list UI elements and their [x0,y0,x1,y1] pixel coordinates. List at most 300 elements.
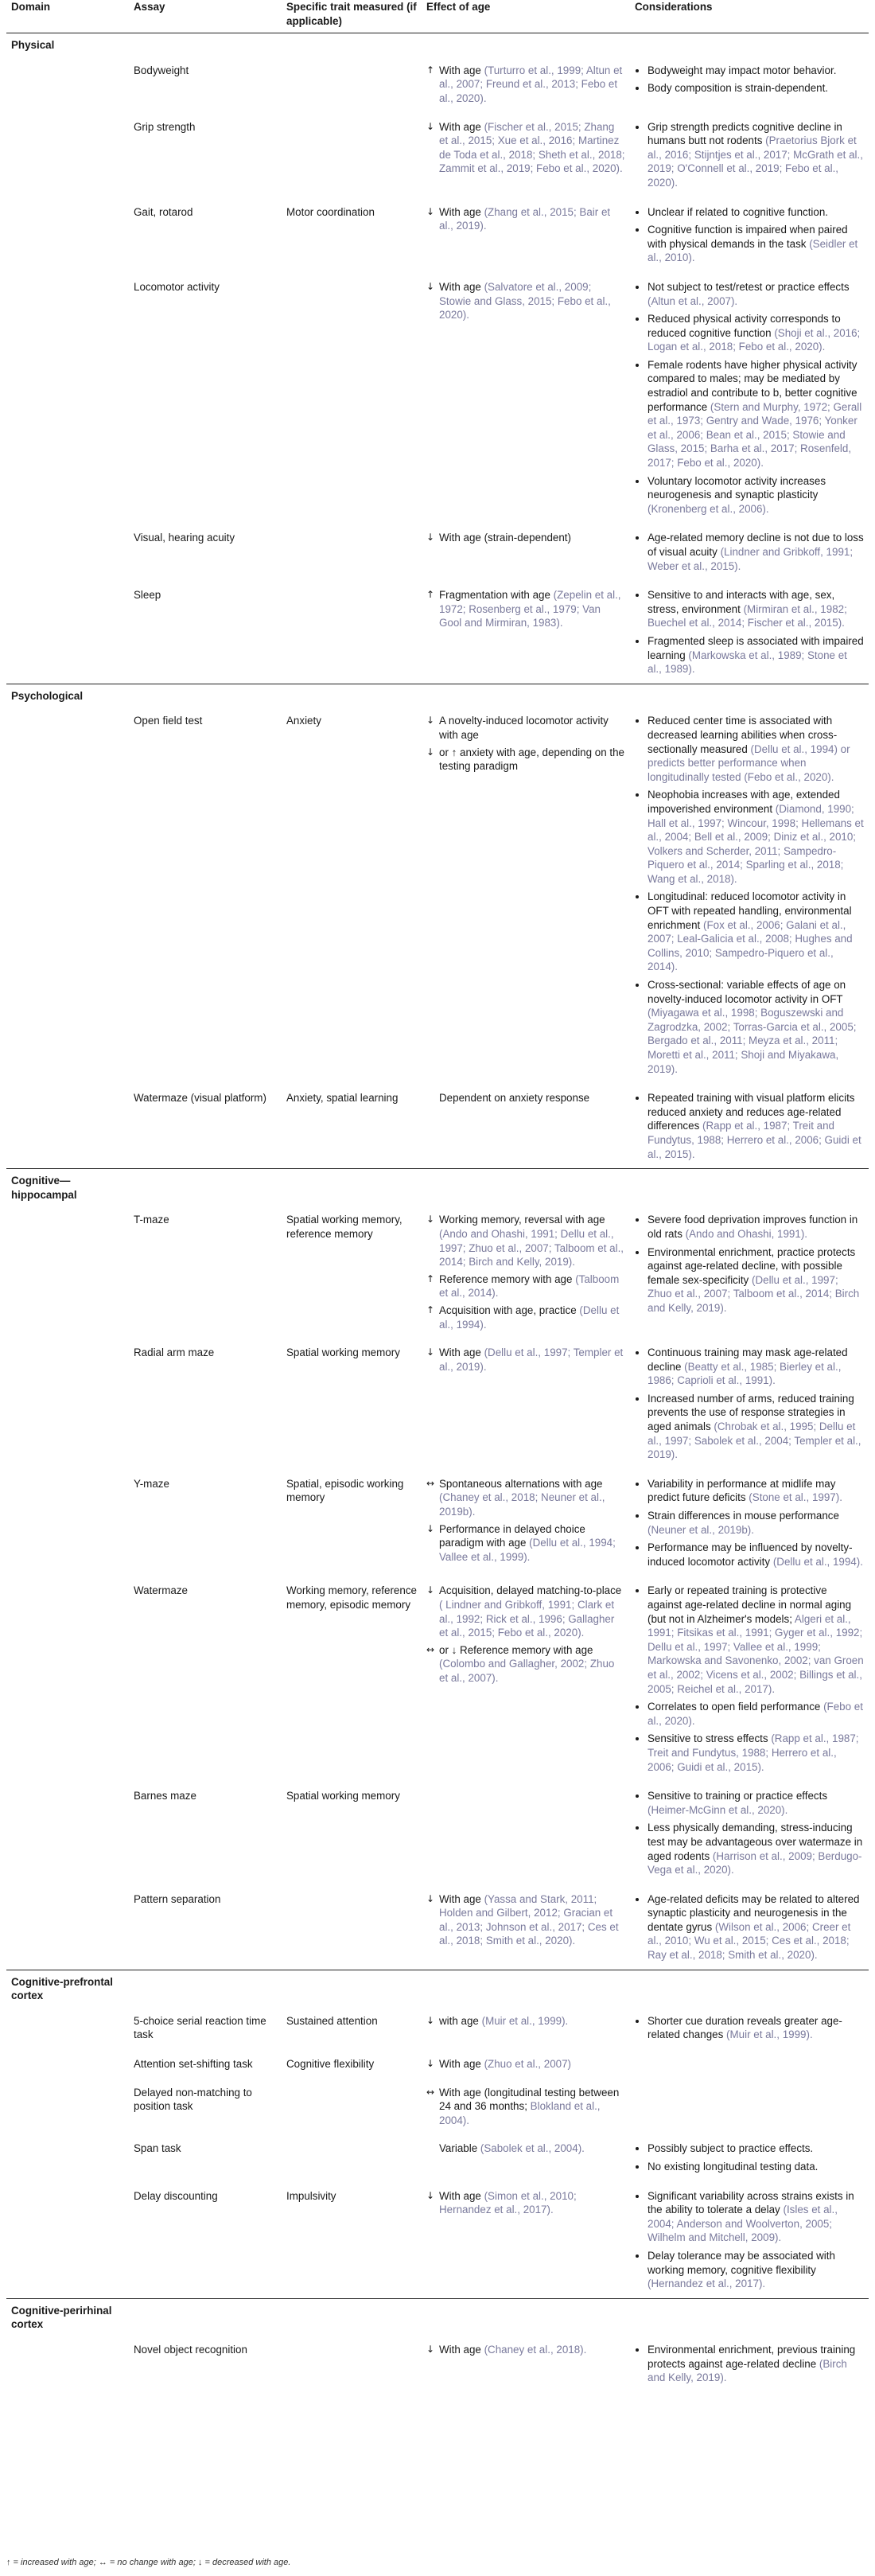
trait-cell: Anxiety, spatial learning [286,1092,399,1105]
considerations-list [635,64,864,95]
citation[interactable]: (Talboom et al., 2014). [439,1272,620,1300]
effect-text: With age (longitudinal testing between 24 and 36 months; [439,2086,620,2113]
effect-text: Performance in delayed choice paradigm with age [439,1522,585,1549]
trait-cell: Spatial, episodic working memory [286,1477,404,1504]
considerations-list [635,1477,864,1569]
effect-text: Fragmentation with age [439,589,550,602]
considerations-cell [630,1083,869,1168]
citation[interactable]: (Birch and Kelly, 2019). [648,2357,847,2384]
consideration-text: Continuous training may mask age-related decline [648,1346,848,1373]
considerations-cell [630,56,869,112]
consideration-text: Reduced physical activity corresponds to reduced cognitive function [648,313,841,339]
table-row [6,2134,869,2180]
consideration-text: Voluntary locomotor activity increases neurogenesis and synaptic plasticity [648,474,826,501]
trait-cell: Anxiety [286,715,321,727]
trend-arrow-icon: ↑ [426,589,435,601]
effect-text: With age [439,64,481,76]
citation[interactable]: (Muir et al., 1999). [481,2014,569,2027]
effect-item [426,746,625,774]
considerations-cell [630,523,869,580]
effect-cell [422,2006,630,2049]
effect-item [426,2189,625,2217]
effect-cell [422,197,630,272]
citation[interactable]: (Fischer et al., 2015; Zhang et al., 2015; Xue et al., 2016; Martinez de Toda et al., 2018; Sheth et al., 2018; Zammit et al., 2019; Febo et al., 2020). [439,120,625,175]
consideration-item [648,1789,864,1817]
consideration-item [648,2189,864,2245]
considerations-cell [630,1884,869,1970]
consideration-item [648,2249,864,2291]
effect-item [426,120,625,176]
table-body [6,33,869,2392]
considerations-list [635,280,864,516]
trait-cell: Motor coordination [286,205,375,218]
consideration-text: Strain differences in mouse performance [648,1510,839,1522]
consideration-text: Early or repeated training is protective against age-related decline in normal aging (but not in Alzheimer's models; [648,1584,852,1625]
consideration-text: Age-related memory decline is not due to loss of visual acuity [648,532,864,558]
citation[interactable]: (Shoji et al., 2016; Logan et al., 2018; Febo et al., 2020). [648,326,861,353]
consideration-item [648,120,864,190]
citation[interactable]: (Salvatore et al., 2009; Stowie and Glass, 2015; Febo et al., 2020). [439,280,611,322]
considerations-cell [630,1205,869,1338]
citation[interactable]: (Ando and Ohashi, 1991; Dellu et al., 1997; Zhuo et al., 2007; Talboom et al., 2014; Birch and Kelly, 2019). [439,1227,624,1269]
citation[interactable]: (Dellu et al., 1994; Vallee et al., 1999). [439,1537,616,1563]
consideration-item [648,531,864,573]
effect-list [426,2141,625,2156]
citation[interactable]: (Isles et al., 2004; Anderson and Woolverton, 2005; Wilhelm and Mitchell, 2009). [648,2204,838,2244]
trend-arrow-icon: ↓ [426,2343,435,2355]
citation[interactable]: (Chaney et al., 2018; Neuner et al., 2019b). [439,1491,605,1518]
header-trait: Specific trait measured (if applicable) [282,0,422,33]
citation[interactable]: (Altun et al., 2007). [648,294,738,307]
effect-cell [422,706,630,1083]
citation[interactable]: (Chaney et al., 2018). [484,2343,587,2356]
table-row [6,1205,869,1338]
section-domain: Psychological [6,684,129,706]
effect-text: With age [439,280,481,293]
table-footnote: ↑ = increased with age; ↔ = no change with age; ↓ = decreased with age. [6,2558,291,2567]
considerations-cell [630,197,869,272]
table-row [6,2006,869,2049]
table-row [6,1884,869,1970]
trait-cell [282,1884,422,1970]
consideration-text: Longitudinal: reduced locomotor activity in OFT with repeated handling, environmental enrichment [648,890,852,931]
assay-cell: Watermaze (visual platform) [134,1092,266,1105]
effect-list [426,2343,625,2357]
trait-cell [282,112,422,197]
effect-text: With age [439,2343,481,2356]
section-row [6,2298,869,2335]
section-row [6,684,869,706]
table-row [6,272,869,524]
effect-item [426,1213,625,1269]
citation[interactable]: (Hernandez et al., 2017). [648,2278,766,2290]
trend-arrow-icon: ↓ [426,205,435,217]
consideration-item [648,1477,864,1505]
considerations-list [635,1892,864,1962]
considerations-cell [630,1338,869,1469]
considerations-list [635,714,864,1076]
trend-arrow-icon: ↓ [426,1214,435,1226]
effect-list [426,1892,625,1948]
assay-cell: Visual, hearing acuity [134,532,235,544]
trait-cell [282,580,422,684]
considerations-list [635,2141,864,2173]
citation[interactable]: (Yassa and Stark, 2011; Holden and Gilbert, 2012; Gracian et al., 2013; Johnson et al., 2017; Ces et al., 2018; Smith et al., 2020). [439,1892,619,1947]
effect-text: or ↑ anxiety with age, depending on the testing paradigm [439,746,625,773]
consideration-text: No existing longitudinal testing data. [648,2161,819,2173]
considerations-list [635,2343,864,2385]
consideration-text: Not subject to test/retest or practice effects [648,280,850,293]
effect-cell [422,272,630,524]
consideration-text: Fragmented sleep is associated with impaired learning [648,634,864,661]
effect-list [426,1091,625,1105]
considerations-cell [630,2078,869,2134]
effect-item [426,280,625,322]
citation[interactable]: (Zhuo et al., 2007) [484,2058,571,2071]
citation[interactable]: (Markowska et al., 1989; Stone et al., 1989). [648,649,847,676]
consideration-item [648,588,864,630]
section-row [6,1970,869,2006]
citation[interactable]: (Dellu et al., 1997; Templer et al., 2019). [439,1346,624,1373]
consideration-text: Environmental enrichment, previous training protects against age-related decline [648,2343,856,2370]
effect-cell [422,1083,630,1168]
citation[interactable]: (Chrobak et al., 1995; Dellu et al., 1997; Sabolek et al., 2004; Templer et al., 2019). [648,1421,861,1461]
trend-arrow-icon: ↔ [426,1643,435,1655]
citation[interactable]: ( Lindner and Gribkoff, 1991; Clark et al., 1992; Rick et al., 1996; Gallagher et al., 2015; Febo et al., 2020). [439,1599,615,1639]
citation[interactable]: (Stone et al., 1997). [749,1491,842,1504]
table-row [6,1469,869,1576]
consideration-text: Sensitive to stress effects [648,1732,768,1745]
citation[interactable]: (Dellu et al., 1994) or predicts better performance when longitudinally tested (Febo et al., 2020). [648,742,850,783]
citation[interactable]: (Miyagawa et al., 1998; Boguszewski and Zagrodzka, 2002; Torras-Garcia et al., 2005; Bergado et al., 2011; Meyza et al., 2011; Moretti et al., 2011; Shoji and Miyakawa, 2019). [648,1007,857,1075]
consideration-item [648,358,864,470]
citation[interactable]: (Muir et al., 1999). [726,2028,813,2041]
effect-item [426,531,625,545]
effect-list [426,1346,625,1374]
citation[interactable]: (Wilson et al., 2006; Creer et al., 2010; Wu et al., 2015; Ces et al., 2018; Ray et al., 2018; Smith et al., 2020). [648,1920,851,1962]
effect-item [426,1272,625,1300]
trend-arrow-icon: ↑ [426,1272,435,1284]
citation[interactable]: Blokland et al., 2004). [439,2100,601,2126]
citation[interactable]: (Kronenberg et al., 2006). [648,502,769,515]
trend-arrow-icon: ↓ [426,1522,435,1534]
effect-item [426,64,625,106]
consideration-item [648,280,864,308]
effect-text: With age [439,2058,481,2071]
effect-item [426,2014,625,2028]
trend-arrow-icon: ↓ [426,532,435,544]
trait-cell [282,523,422,580]
effect-list [426,1584,625,1685]
trend-arrow-icon: ↓ [426,1346,435,1358]
trend-arrow-icon: ↓ [426,120,435,132]
table-row [6,1083,869,1168]
consideration-item [648,1892,864,1962]
assay-cell: Open field test [134,715,203,727]
consideration-item [648,1392,864,1462]
effect-item [426,1643,625,1686]
assay-cell: Sleep [134,589,161,602]
considerations-cell [630,2049,869,2078]
assay-cell: Bodyweight [134,64,189,76]
consideration-item [648,1346,864,1388]
table-row [6,56,869,112]
trait-cell: Working memory, reference memory, episodic memory [286,1584,417,1611]
citation[interactable]: (Praetorius Bjork et al., 2016; Stijntjes et al., 2017; McGrath et al., 2019; O'Connell et al., 2019; Febo et al., 2020). [648,134,863,189]
section-row [6,1169,869,1206]
effect-item [426,2343,625,2357]
consideration-item [648,2141,864,2156]
citation[interactable]: (Mirmiran et al., 1982; Buechel et al., 2014; Fischer et al., 2015). [648,602,847,629]
trend-arrow-icon: ↓ [426,746,435,758]
effect-list [426,280,625,322]
consideration-item [648,1541,864,1569]
effect-item [426,1346,625,1374]
citation[interactable]: (Ando and Ohashi, 1991). [685,1227,808,1240]
effect-item [426,588,625,630]
table-row [6,523,869,580]
consideration-item [648,1700,864,1728]
trait-cell: Spatial working memory, reference memory [286,1214,402,1240]
consideration-text: Variability in performance at midlife may predict future deficits [648,1477,836,1504]
trait-cell: Sustained attention [286,2014,378,2027]
consideration-text: Female rodents have higher physical activity compared to males; may be mediated by estradiol and contribute to b, better cognitive performance [648,358,858,413]
citation[interactable]: (Dellu et al., 1994). [772,1555,863,1568]
effect-item [426,2057,625,2071]
consideration-text: Unclear if related to cognitive function. [648,205,829,218]
citation[interactable]: (Zepelin et al., 1972; Rosenberg et al., 1979; Van Gool and Mirmiran, 1983). [439,589,621,629]
consideration-item [648,978,864,1076]
table-row [6,197,869,272]
consideration-text: Sensitive to and interacts with age, sex, stress, environment [648,589,835,615]
assay-cell: Attention set-shifting task [134,2058,253,2071]
trend-arrow-icon: ↔ [426,2086,435,2098]
trait-cell [282,272,422,524]
assay-cell: 5-choice serial reaction time task [134,2014,266,2041]
effect-cell [422,523,630,580]
considerations-cell [630,2134,869,2180]
effect-cell [422,1469,630,1576]
consideration-text: Severe food deprivation improves function in old rats [648,1214,858,1240]
consideration-text: Less physically demanding, stress-inducing test may be advantageous over watermaze in aged rodents [648,1822,863,1862]
table-row [6,1781,869,1884]
trend-arrow-icon: ↔ [426,1477,435,1489]
effect-item [426,1304,625,1331]
assay-cell: Watermaze [134,1584,188,1597]
effect-cell [422,112,630,197]
effect-cell [422,2078,630,2134]
assay-cell: Barnes maze [134,1790,196,1802]
effect-cell [422,1205,630,1338]
consideration-item [648,788,864,886]
table-row [6,2078,869,2134]
trend-arrow-icon: ↓ [426,1892,435,1904]
effect-cell [422,2181,630,2299]
consideration-item [648,64,864,78]
effect-cell [422,2134,630,2180]
consideration-item [648,1509,864,1537]
consideration-item [648,1821,864,1876]
effect-text: Working memory, reversal with age [439,1214,605,1226]
assay-cell: Delayed non-matching to position task [134,2086,252,2113]
considerations-cell [630,1781,869,1884]
consideration-text: Correlates to open field performance [648,1701,821,1713]
trend-arrow-icon: ↓ [426,2189,435,2201]
section-domain: Cognitive-perirhinal cortex [6,2298,129,2335]
effect-cell [422,580,630,684]
consideration-text: Possibly subject to practice effects. [648,2142,814,2155]
citation[interactable]: (Fox et al., 2006; Galani et al., 2007; Leal-Galicia et al., 2008; Hughes and Collins, 2010; Sampedro-Piquero et al., 2014). [648,918,853,973]
effect-text: Variable [439,2142,478,2155]
header-assay: Assay [129,0,282,33]
effect-list [426,1213,625,1331]
table-row [6,706,869,1083]
trait-cell [282,2078,422,2134]
consideration-text: Cognitive function is impaired when paired with physical demands in the task [648,224,848,250]
considerations-list [635,1584,864,1774]
considerations-list [635,2189,864,2291]
trend-arrow-icon: ↓ [426,715,435,727]
effect-list [426,120,625,176]
trend-arrow-icon: ↓ [426,2058,435,2070]
citation[interactable]: (Rapp et al., 1987; Treit and Fundytus, 1988; Herrero et al., 2006; Guidi et al., 2015). [648,1120,861,1160]
effect-list [426,2189,625,2217]
effect-text: or ↓ Reference memory with age [439,1643,593,1656]
effect-item [426,2086,625,2128]
table-row [6,1338,869,1469]
considerations-cell [630,2006,869,2049]
considerations-list [635,1346,864,1462]
assay-cell: Delay discounting [134,2189,218,2202]
effect-text: With age [439,2189,481,2202]
effect-list [426,588,625,630]
trait-cell [282,2134,422,2180]
assay-cell: Grip strength [134,120,196,133]
consideration-item [648,2014,864,2042]
citation[interactable]: (Heimer-McGinn et al., 2020). [648,1803,788,1816]
considerations-cell [630,2181,869,2299]
effect-item [426,1892,625,1948]
effect-list [426,2086,625,2128]
effect-cell [422,2335,630,2392]
citation[interactable]: (Sabolek et al., 2004). [480,2142,585,2155]
effect-text: A novelty-induced locomotor activity with age [439,715,609,741]
consideration-text: Bodyweight may impact motor behavior. [648,64,837,76]
consideration-item [648,1732,864,1774]
consideration-text: Performance may be influenced by novelty-induced locomotor activity [648,1541,853,1568]
consideration-text: Repeated training with visual platform elicits reduced anxiety and reduces age-related differences [648,1092,855,1132]
consideration-text: Body composition is strain-dependent. [648,82,829,95]
effect-item [426,205,625,233]
consideration-text: Age-related deficits may be related to altered synaptic plasticity and neurogenesis in the dentate gyrus [648,1892,860,1933]
consideration-text: Shorter cue duration reveals greater age-related changes [648,2014,842,2041]
effect-cell [422,56,630,112]
effect-cell [422,1338,630,1469]
effect-item [426,1477,625,1519]
citation[interactable]: (Rapp et al., 1987; Treit and Fundytus, 1988; Herrero et al., 2006; Guidi et al., 2015). [648,1732,859,1773]
effect-item [426,714,625,742]
citation[interactable]: (Dellu et al., 1994). [439,1304,620,1331]
citation[interactable]: (Lindner and Gribkoff, 1991; Weber et al., 2015). [648,546,854,572]
table-row [6,2181,869,2299]
consideration-item [648,1213,864,1241]
table-row [6,580,869,684]
trend-arrow-icon: ↓ [426,1584,435,1596]
effect-text: With age [439,205,481,218]
consideration-item [648,2343,864,2385]
considerations-cell [630,1576,869,1781]
consideration-text: Significant variability across strains exists in the ability to tolerate a delay [648,2189,854,2216]
header-considerations: Considerations [630,0,869,33]
citation[interactable]: (Dellu et al., 1997; Zhuo et al., 2007; Talboom et al., 2014; Birch and Kelly, 2019). [648,1273,860,1314]
citation[interactable]: (Neuner et al., 2019b). [648,1523,754,1536]
citation[interactable]: (Stern and Murphy, 1972; Gerall et al., 1973; Gentry and Wade, 1976; Yonker et al., 2006; Bean et al., 2015; Stowie and Glass, 2015; Barha et al., 2017; Rosenfeld, 2017; Febo et al., 2020). [648,400,862,470]
effect-cell [422,1781,630,1884]
effect-list [426,205,625,233]
effect-list [426,2057,625,2071]
trait-cell: Impulsivity [286,2189,336,2202]
considerations-cell [630,2335,869,2392]
considerations-list [635,2014,864,2042]
considerations-cell [630,706,869,1083]
citation[interactable]: (Harrison et al., 2009; Berdugo-Vega et al., 2020). [648,1849,862,1876]
effect-text: With age [439,1346,481,1359]
consideration-text: Environmental enrichment, practice protects against age-related decline, with possible female sex-specificity [648,1245,856,1286]
citation[interactable]: (Colombo and Gallagher, 2002; Zhuo et al., 2007). [439,1658,615,1684]
consideration-item [648,2160,864,2174]
citation[interactable]: (Simon et al., 2010; Hernandez et al., 2017). [439,2189,577,2216]
effect-cell [422,1884,630,1970]
citation[interactable]: (Turturro et al., 1999; Altun et al., 2007; Freund et al., 2013; Febo et al., 2020). [439,64,623,104]
effect-list [426,1477,625,1565]
assay-cell: Span task [134,2142,181,2155]
effect-text: Acquisition, delayed matching-to-place [439,1584,622,1597]
effect-item [426,1584,625,1639]
citation[interactable]: (Febo et al., 2020). [648,1701,863,1727]
effect-text: Reference memory with age [439,1272,573,1285]
consideration-item [648,890,864,974]
citation[interactable]: (Seidler et al., 2010). [648,237,858,264]
effect-text: Dependent on anxiety response [439,1092,590,1105]
consideration-text: Increased number of arms, reduced training prevents the use of response strategies in aged animals [648,1392,854,1433]
effect-text: With age [439,1892,481,1905]
consideration-item [648,634,864,676]
trend-arrow-icon: ↓ [426,280,435,292]
trend-arrow-icon: ↑ [426,1304,435,1315]
effect-list [426,2014,625,2028]
effect-list [426,531,625,545]
consideration-text: Delay tolerance may be associated with working memory, cognitive flexibility [648,2249,835,2276]
consideration-text: Cross-sectional: variable effects of age on novelty-induced locomotor activity in OFT [648,979,846,1005]
citation[interactable]: (Zhang et al., 2015; Bair et al., 2019). [439,205,611,232]
considerations-list [635,1789,864,1877]
table-header-row [6,0,869,33]
effect-cell [422,2049,630,2078]
trait-cell: Spatial working memory [286,1790,400,1802]
section-domain: Cognitive-prefrontal cortex [6,1970,129,2006]
trait-cell [282,56,422,112]
effect-text: With age [439,120,481,133]
considerations-cell [630,580,869,684]
citation[interactable]: (Beatty et al., 1985; Bierley et al., 1986; Caprioli et al., 1991). [648,1360,842,1387]
table-row [6,112,869,197]
trend-arrow-icon: ↑ [426,64,435,76]
effect-item [426,2141,625,2156]
table-row [6,2335,869,2392]
effect-item [426,1091,625,1105]
citation[interactable]: Algeri et al., 1991; Fitsikas et al., 1991; Gyger et al., 1992; Dellu et al., 1997; Vallee et al., 1999; Markowska and Savonenko, 2002; van Groen et al., 2002; Vicens et al., 2002; Billings et al., 2005; Reichel et al., 2017). [648,1612,864,1695]
citation[interactable]: (Diamond, 1990; Hall et al., 1997; Wincour, 1998; Hellemans et al., 2004; Bell et al., 2009; Diniz et al., 2010; Volkers and Scherder, 2011; Sampedro-Piquero et al., 2014; Sparling et al., 2018; Wang et al., 2018). [648,802,864,885]
